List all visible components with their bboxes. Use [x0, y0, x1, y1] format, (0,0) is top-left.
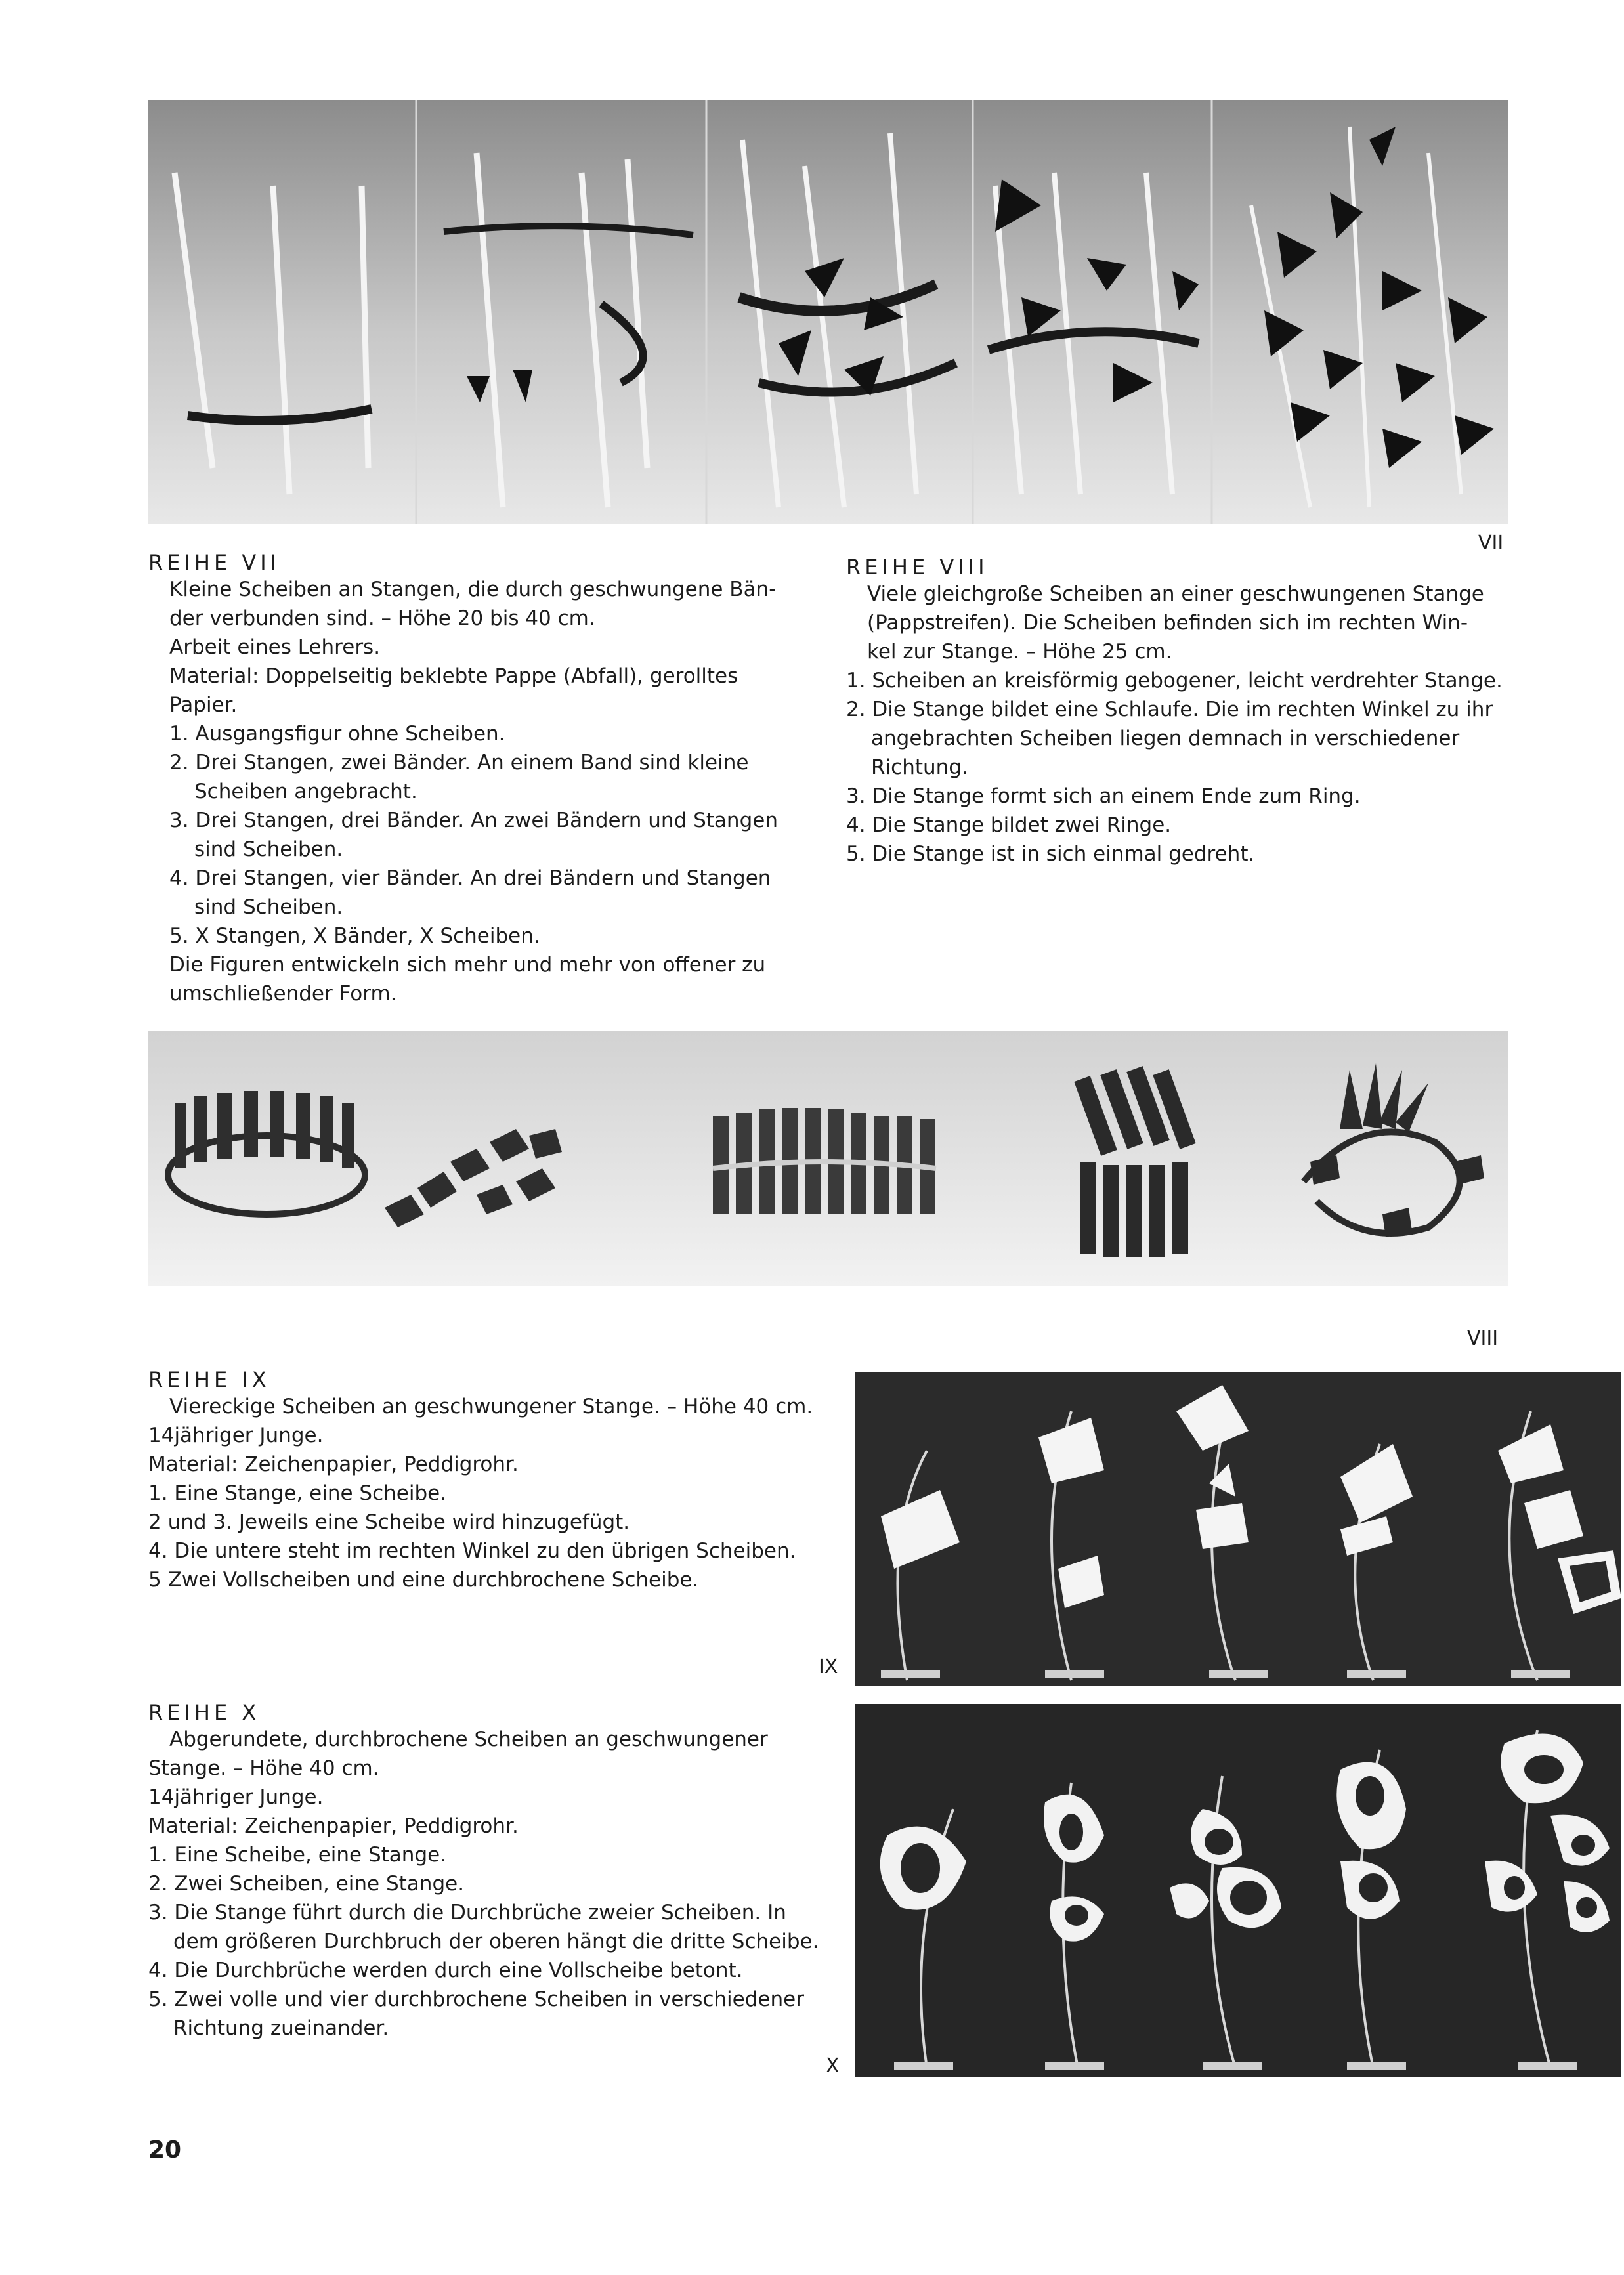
reihe-x-list-item: 4. Die Durchbrüche werden durch eine Vollscheibe betont.: [148, 1959, 743, 1982]
reihe-vii-list-item: 2. Drei Stangen, zwei Bänder. An einem Band sind kleine Scheiben angebracht.: [169, 751, 749, 803]
reihe-ix-line: 14jähriger Junge.: [148, 1424, 324, 1447]
reihe-ix-list-item: 2 und 3. Jeweils eine Scheibe wird hinzugefügt.: [148, 1510, 630, 1534]
section-reihe-vii: [148, 550, 811, 1008]
reihe-x-heading: REIHE X: [148, 1700, 261, 1725]
figure-label-vii: VII: [1478, 532, 1504, 555]
reihe-vii-line: der verbunden sind. – Höhe 20 bis 40 cm.: [169, 606, 595, 630]
reihe-ix-heading: REIHE IX: [148, 1367, 270, 1392]
reihe-vii-list-item: 1. Ausgangsfigur ohne Scheiben.: [169, 722, 505, 746]
reihe-viii-list-item: 4. Die Stange bildet zwei Ringe.: [846, 813, 1172, 837]
reihe-viii-list-item: 2. Die Stange bildet eine Schlaufe. Die im rechten Winkel zu ihr angebrachten Scheiben liegen demnach in verschiedener Richtung.: [846, 698, 1493, 779]
reihe-vii-body: [148, 575, 811, 1008]
reihe-x-body: [148, 1725, 831, 1754]
reihe-x-list-item: 5. Zwei volle und vier durchbrochene Scheiben in verschiedener Richtung zueinander.: [148, 1988, 804, 2040]
figure-label-viii: VIII: [1467, 1327, 1499, 1350]
reihe-viii-line: (Pappstreifen). Die Scheiben befinden sich im rechten Win-: [867, 611, 1468, 635]
reihe-ix-list-item: 4. Die untere steht im rechten Winkel zu den übrigen Scheiben.: [148, 1539, 796, 1563]
section-reihe-ix: [148, 1367, 831, 1594]
photo-reihe-vii-graphic: [148, 100, 1508, 524]
reihe-ix-list-item: 1. Eine Stange, eine Scheibe.: [148, 1481, 447, 1505]
reihe-x-line: Material: Zeichenpapier, Peddigrohr.: [148, 1814, 519, 1838]
reihe-ix-line: Material: Zeichenpapier, Peddigrohr.: [148, 1453, 519, 1476]
reihe-viii-list-item: 1. Scheiben an kreisförmig gebogener, leicht verdrehter Stange.: [846, 669, 1503, 692]
reihe-viii-list-item: 3. Die Stange formt sich an einem Ende zum Ring.: [846, 784, 1361, 808]
reihe-vii-line: Material: Doppelseitig beklebte Pappe (Abfall), gerolltes: [169, 664, 738, 688]
section-reihe-viii: [846, 555, 1509, 868]
reihe-ix-line: Viereckige Scheiben an geschwungener Stange. – Höhe 40 cm.: [169, 1395, 813, 1418]
figure-label-ix: IX: [819, 1655, 838, 1678]
reihe-x-list-item: 2. Zwei Scheiben, eine Stange.: [148, 1872, 465, 1896]
photo-reihe-x: [855, 1704, 1621, 2077]
page-number: 20: [148, 2137, 182, 2163]
reihe-vii-heading: REIHE VII: [148, 550, 281, 575]
reihe-ix-list: [148, 1421, 831, 1594]
reihe-viii-list-item: 5. Die Stange ist in sich einmal gedreht.: [846, 842, 1255, 866]
photo-reihe-vii: [148, 100, 1508, 524]
reihe-vii-line: Kleine Scheiben an Stangen, die durch geschwungene Bän-: [169, 578, 777, 601]
reihe-ix-body: [148, 1392, 831, 1421]
reihe-viii-list: [846, 666, 1509, 868]
reihe-x-list-item: 3. Die Stange führt durch die Durchbrüche zweier Scheiben. In dem größeren Durchbruch der oberen hängt die dritte Scheibe.: [148, 1901, 819, 1953]
reihe-viii-body: [846, 580, 1509, 666]
section-reihe-x: [148, 1700, 831, 2043]
reihe-viii-line: Viele gleichgroße Scheiben an einer geschwungenen Stange: [867, 582, 1484, 606]
reihe-x-line: Abgerundete, durchbrochene Scheiben an geschwungener: [169, 1728, 768, 1751]
reihe-x-line: Stange. – Höhe 40 cm.: [148, 1756, 379, 1780]
reihe-vii-list-item: 5. X Stangen, X Bänder, X Scheiben.: [169, 924, 540, 948]
reihe-vii-line: umschließender Form.: [169, 982, 397, 1006]
reihe-vii-list-item: 3. Drei Stangen, drei Bänder. An zwei Bändern und Stangen sind Scheiben.: [169, 809, 778, 861]
reihe-viii-heading: REIHE VIII: [846, 555, 989, 580]
photo-reihe-viii-graphic: [148, 1031, 1508, 1286]
reihe-vii-line: Die Figuren entwickeln sich mehr und mehr von offener zu: [169, 953, 766, 977]
reihe-ix-list-item: 5 Zwei Vollscheiben und eine durchbrochene Scheibe.: [148, 1568, 699, 1592]
reihe-x-line: 14jähriger Junge.: [148, 1785, 324, 1809]
photo-reihe-viii: [148, 1031, 1508, 1286]
photo-reihe-ix: [855, 1372, 1621, 1686]
reihe-vii-line: Arbeit eines Lehrers.: [169, 635, 381, 659]
reihe-vii-line: Papier.: [169, 693, 238, 717]
reihe-x-list: [148, 1754, 831, 2043]
reihe-x-list-item: 1. Eine Scheibe, eine Stange.: [148, 1843, 447, 1867]
photo-reihe-ix-graphic: [855, 1372, 1621, 1686]
photo-reihe-x-graphic: [855, 1704, 1621, 2077]
reihe-viii-line: kel zur Stange. – Höhe 25 cm.: [867, 640, 1172, 664]
figure-label-x: X: [826, 2054, 840, 2077]
reihe-vii-list-item: 4. Drei Stangen, vier Bänder. An drei Bändern und Stangen sind Scheiben.: [169, 866, 771, 919]
